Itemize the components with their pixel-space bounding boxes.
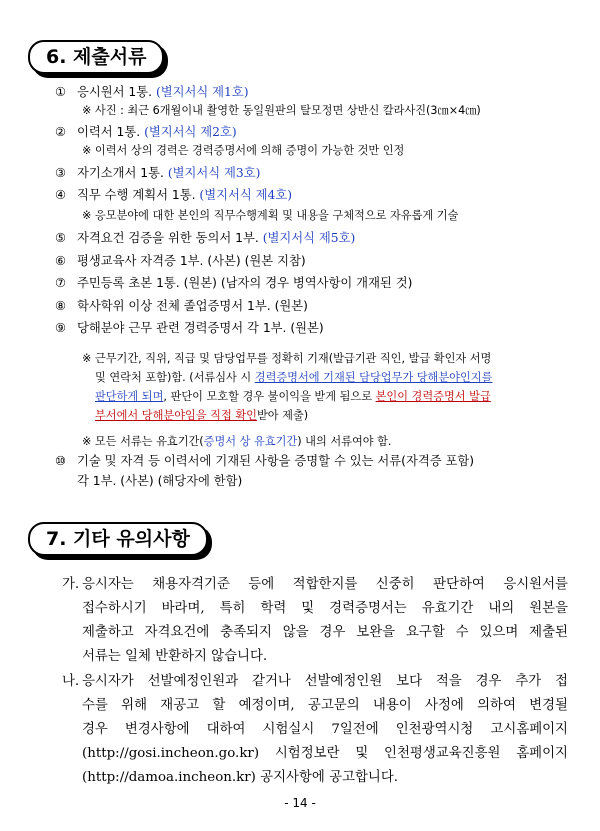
item-number: ④ — [55, 188, 67, 202]
note-9-text-2: , 판단이 모호할 경우 불이익을 받게 됨으로 — [163, 390, 376, 403]
form-reference: (별지서식 제4호) — [199, 188, 293, 202]
paragraph-line: (http://damoa.incheon.kr) 공지사항에 공고합니다. — [82, 770, 399, 785]
note-9-underline-red: 본인이 경력증명서 발급 — [375, 390, 491, 403]
note-9-line-3 — [95, 389, 491, 405]
form-reference: (별지서식 제1호) — [155, 85, 249, 99]
item-text: 평생교육사 자격증 1부. (사본) (원본 지참) — [77, 254, 306, 268]
item-text: 자기소개서 1통. — [77, 166, 168, 180]
list-item — [55, 320, 324, 336]
note-text: ※ 사진 : 최근 6개월이내 촬영한 동일원판의 탈모정면 상반신 칼라사진(3㎝×4㎝) — [82, 104, 481, 117]
section-6-title: 6. 제출서류 — [28, 40, 164, 74]
section-7-title: 7. 기타 유의사항 — [28, 522, 208, 556]
item-10-line-1 — [55, 453, 474, 469]
form-reference: (별지서식 제3호) — [167, 166, 261, 180]
item-number: ② — [55, 125, 67, 139]
item-number: ① — [55, 85, 67, 99]
list-note — [82, 143, 404, 159]
list-note — [82, 208, 458, 224]
note-9-underline-blue: 경력증명서에 기재된 담당업무가 당해분야인지를 — [254, 371, 493, 384]
item-text: 당해분야 근무 관련 경력증명서 각 1부. (원본) — [77, 321, 324, 335]
paragraph-line: 경우 변경사항에 대하여 시험실시 7일전에 인천광역시청 고시홈페이지 — [82, 722, 568, 737]
list-item — [55, 275, 412, 291]
item-10-line-2: 각 1부. (사본) (해당자에 한함) — [77, 474, 243, 488]
list-item — [55, 187, 292, 203]
list-item — [55, 230, 355, 246]
paragraph-line: 수를 위해 재공고 할 예정이며, 공고문의 내용이 사정에 의하여 변경될 — [82, 698, 568, 713]
item-text: 학사학위 이상 전체 졸업증명서 1부. (원본) — [77, 299, 308, 313]
note-text: ※ 응모분야에 대한 본인의 직무수행계획 및 내용을 구체적으로 자유롭게 기술 — [82, 209, 459, 222]
list-note — [82, 103, 481, 119]
item-text: 자격요건 검증을 위한 동의서 1부. — [77, 231, 263, 245]
note-validity-a: ※ 모든 서류는 유효기간( — [82, 435, 204, 448]
item-text: 응시원서 1통. — [77, 85, 156, 99]
paragraph-line: 응시자는 채용자격기준 등에 적합한지를 신중히 판단하여 응시원서를 — [82, 577, 568, 592]
list-item — [55, 124, 237, 140]
item-10-number: ⑩ — [55, 454, 67, 468]
item-text: 이력서 1통. — [77, 125, 145, 139]
note-9-line-1: ※ 근무기간, 직위, 직급 및 담당업무를 정확히 기재(발급기관 직인, 발급 확인자 서명 — [82, 352, 492, 365]
page-number: - 14 - — [284, 796, 316, 810]
item-number: ③ — [55, 166, 67, 180]
note-9-line-4 — [95, 408, 308, 424]
note-9-text-3: 받아 제출) — [256, 409, 309, 422]
item-10-text: 기술 및 자격 등 이력서에 기재된 사항을 증명할 수 있는 서류(자격증 포함) — [77, 454, 475, 468]
form-reference: (별지서식 제5호) — [262, 231, 356, 245]
para-na-marker: 나. — [62, 674, 80, 689]
paragraph-line: (http://gosi.incheon.go.kr) 시험정보란 및 인천평생교육진흥원 홈페이지 — [82, 746, 568, 761]
item-text: 주민등록 초본 1통. (원본) (남자의 경우 병역사항이 개재된 것) — [77, 276, 413, 290]
item-number: ⑨ — [55, 321, 67, 335]
item-number: ⑦ — [55, 276, 67, 290]
note-validity-b: 증명서 상 유효기간 — [203, 435, 298, 448]
note-9-underline-red-2: 부서에서 당해분야임을 직접 확인 — [95, 409, 257, 422]
paragraph-line: 서류는 일체 반환하지 않습니다. — [82, 649, 268, 664]
note-validity-c: ) 내의 서류여야 함. — [297, 435, 392, 448]
item-number: ⑤ — [55, 231, 67, 245]
note-9-line-2 — [95, 370, 492, 386]
list-item — [55, 298, 308, 314]
list-item — [55, 165, 260, 181]
form-reference: (별지서식 제2호) — [144, 125, 237, 139]
list-item — [55, 84, 249, 100]
paragraph-line: 응시자가 선발예정인원과 같거나 선발예정인원 보다 적을 경우 추가 접 — [82, 674, 568, 689]
paragraph-line: 접수하시기 바라며, 특히 학력 및 경력증명서는 유효기간 내의 원본을 — [82, 601, 568, 616]
para-ga-marker: 가. — [62, 577, 80, 592]
note-9-text: 및 연락처 포함)함. (서류심사 시 — [95, 371, 255, 384]
note-validity — [82, 434, 392, 450]
paragraph-line: 제출하고 자격요건에 충족되지 않을 경우 보완을 요구할 수 있으며 제출된 — [82, 625, 568, 640]
item-number: ⑧ — [55, 299, 67, 313]
note-text: ※ 이력서 상의 경력은 경력증명서에 의해 증명이 가능한 것만 인정 — [82, 144, 405, 157]
item-text: 직무 수행 계획서 1통. — [77, 188, 200, 202]
note-9-underline-blue-2: 판단하게 되며 — [95, 390, 164, 403]
list-item — [55, 253, 306, 269]
item-number: ⑥ — [55, 254, 67, 268]
